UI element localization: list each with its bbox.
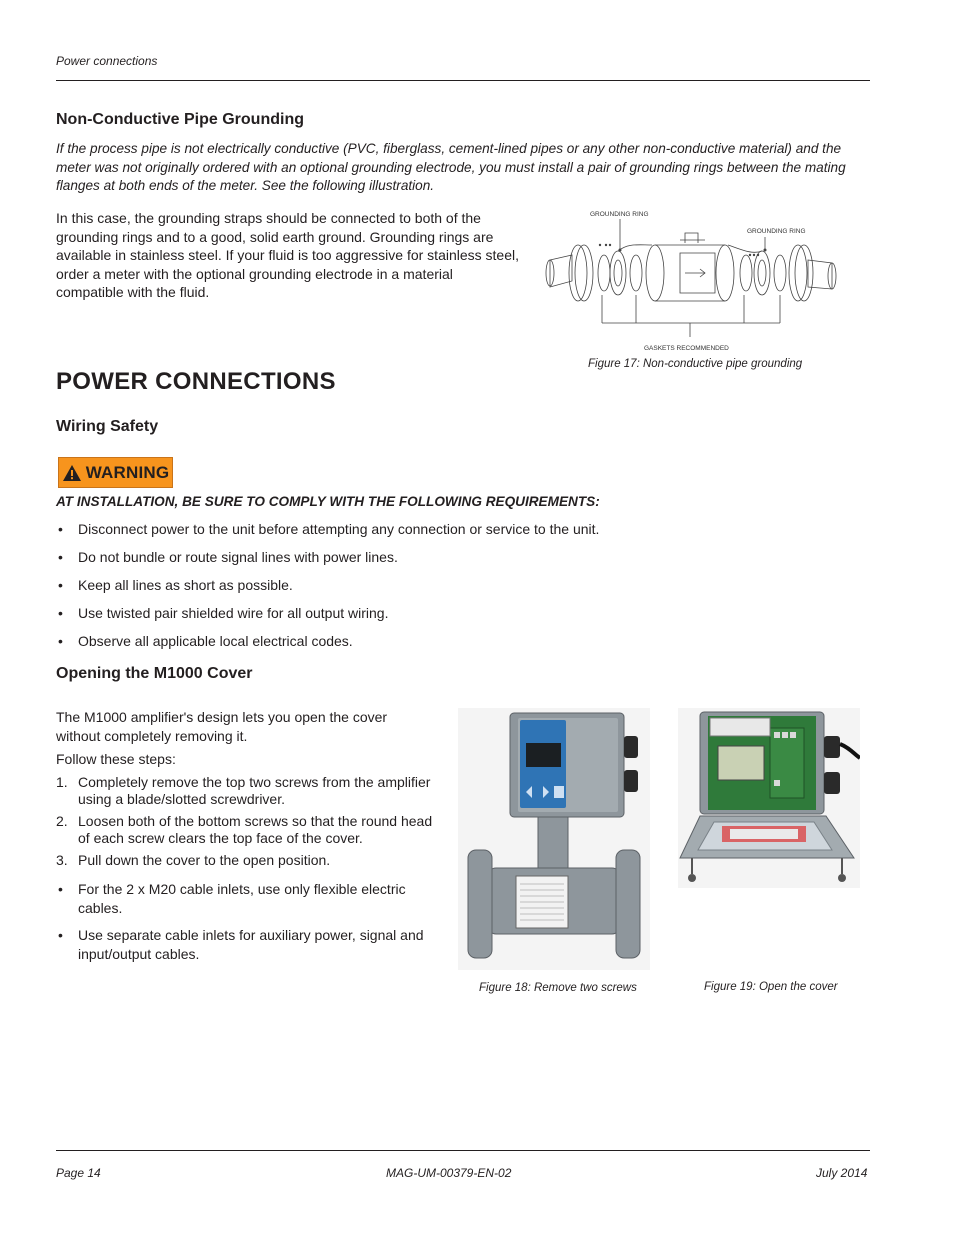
running-header: Power connections — [56, 54, 158, 68]
warning-triangle-icon — [62, 464, 82, 482]
list-item: • Observe all applicable local electrical codes. — [58, 633, 353, 649]
safety-list — [56, 520, 756, 660]
pipe-grounding-illustration — [540, 205, 840, 355]
meter-open-photo — [678, 708, 860, 888]
grounding-body: In this case, the grounding straps should be connected to both of the grounding rings and to a good, solid earth ground. Grounding rings are available in stainless steel. If your fluid is too aggressive for stainless steel, order a meter with the optional grounding electrode in a material compatible with the fluid. — [56, 210, 520, 301]
figure-18-caption: Figure 18: Remove two screws — [479, 982, 637, 994]
page-number: Page 14 — [56, 1166, 101, 1180]
cover-intro: The M1000 amplifier's design lets you open the cover without completely removing it. — [56, 709, 388, 744]
list-item: • Use twisted pair shielded wire for all output wiring. — [58, 605, 389, 621]
warning-label: WARNING — [85, 462, 170, 482]
section-title-wiring-safety: Wiring Safety — [56, 418, 159, 435]
section-title-grounding: Non-Conductive Pipe Grounding — [56, 111, 304, 128]
cover-notes — [56, 880, 446, 972]
label-grounding-ring-left: GROUNDING RING — [590, 211, 649, 218]
step-item: 1. Completely remove the top two screws from the amplifier using a blade/slotted screwdriver. — [56, 774, 431, 807]
warning-badge — [58, 457, 173, 488]
label-gaskets: GASKETS RECOMMENDED — [644, 345, 729, 352]
list-item: • Use separate cable inlets for auxiliary power, signal and input/output cables. — [58, 927, 424, 962]
page-section-title: POWER CONNECTIONS — [56, 368, 336, 395]
header-rule — [56, 80, 870, 81]
grounding-intro: If the process pipe is not electrically conductive (PVC, fiberglass, cement-lined pipes or any other non-conductive material) and the meter was not originally ordered with an optional grounding electrode, you must install a pair of grounding rings between the mating flanges at both ends of the meter. See the following illustration. — [56, 141, 846, 193]
cover-steps — [56, 774, 441, 874]
meter-closed-photo — [458, 708, 650, 970]
figure-17-caption: Figure 17: Non-conductive pipe grounding — [588, 358, 803, 370]
list-item: • Keep all lines as short as possible. — [58, 577, 293, 593]
list-item: • Disconnect power to the unit before attempting any connection or service to the unit. — [58, 521, 600, 537]
footer-rule — [56, 1150, 870, 1151]
document-id: MAG-UM-00379-EN-02 — [386, 1166, 512, 1180]
publication-date: July 2014 — [816, 1166, 868, 1180]
cover-follow: Follow these steps: — [56, 751, 176, 767]
list-item: • Do not bundle or route signal lines with power lines. — [58, 549, 398, 565]
list-item: • For the 2 x M20 cable inlets, use only flexible electric cables. — [58, 881, 406, 916]
figure-19-caption: Figure 19: Open the cover — [704, 981, 838, 993]
section-title-opening-cover: Opening the M1000 Cover — [56, 665, 253, 682]
requirement-heading: AT INSTALLATION, BE SURE TO COMPLY WITH THE FOLLOWING REQUIREMENTS: — [56, 494, 600, 509]
label-grounding-ring-right: GROUNDING RING — [747, 228, 806, 235]
step-item: 2. Loosen both of the bottom screws so that the round head of each screw clears the top face of the cover. — [56, 813, 433, 846]
step-item: 3. Pull down the cover to the open position. — [56, 852, 331, 868]
